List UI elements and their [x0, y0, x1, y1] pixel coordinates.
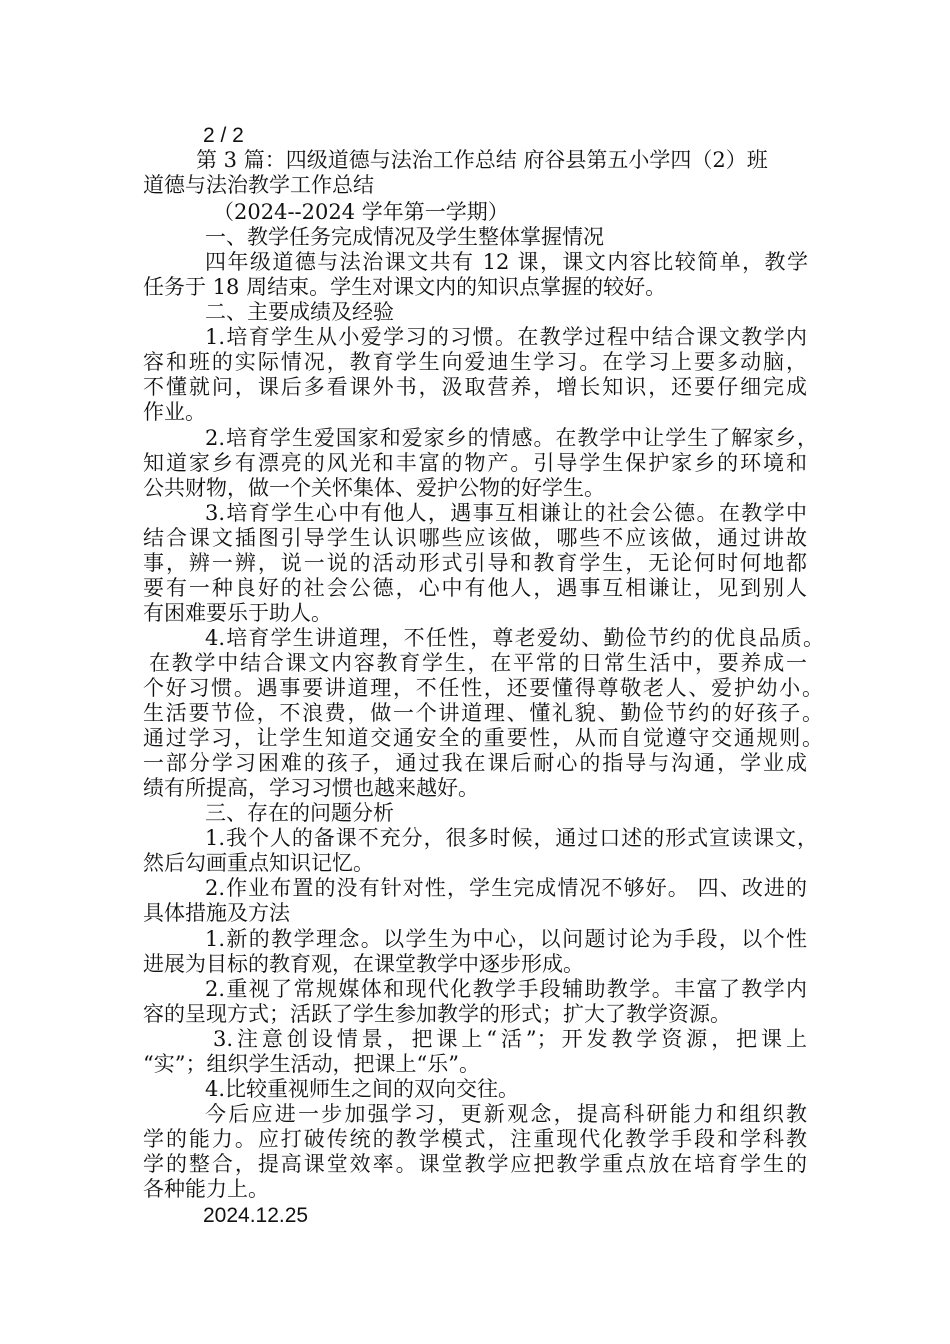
- paragraph-line: 各种能力上。: [143, 1177, 269, 1201]
- paragraph-line: 进展为目标的教育观，在课堂教学中逐步形成。: [143, 952, 584, 976]
- paragraph-line: 公共财物，做一个关怀集体、爱护公物的好学生。: [143, 476, 605, 500]
- paragraph-line: 3.培育学生心中有他人，遇事互相谦让的社会公德。在教学中: [205, 501, 807, 525]
- paragraph-line: 4.培育学生讲道理，不任性，尊老爱幼、勤俭节约的优良品质。: [205, 626, 824, 650]
- paragraph-line: 通过学习，让学生知道交通安全的重要性，从而自觉遵守交通规则。: [143, 726, 823, 750]
- paragraph-line: 今后应进一步加强学习，更新观念，提高科研能力和组织教: [205, 1102, 807, 1126]
- paragraph-line: 任务于 18 周结束。学生对课文内的知识点掌握的较好。: [143, 275, 667, 299]
- article-title-line-1: 第 3 篇：四级道德与法治工作总结 府谷县第五小学四（2）班: [196, 148, 768, 172]
- paragraph-line: 容的呈现方式；活跃了学生参加教学的形式；扩大了教学资源。: [143, 1002, 731, 1026]
- document-date: 2024.12.25: [203, 1204, 309, 1227]
- paragraph-line: 四年级道德与法治课文共有 12 课，课文内容比较简单，教学: [205, 250, 808, 274]
- page-number: 2 / 2: [203, 124, 244, 147]
- paragraph-line: 3.注意创设情景，把课上“活”；开发教学资源，把课上: [213, 1027, 807, 1051]
- paragraph-line: 学的整合，提高课堂效率。课堂教学应把教学重点放在培育学生的: [143, 1152, 807, 1176]
- section-heading-1: 一、教学任务完成情况及学生整体掌握情况: [205, 225, 604, 249]
- semester-line: （2024--2024 学年第一学期）: [213, 200, 509, 224]
- paragraph-line: 1.新的教学理念。以学生为中心，以问题讨论为手段，以个性: [205, 927, 807, 951]
- paragraph-line: 2.培育学生爱国家和爱家乡的情感。在教学中让学生了解家乡，: [205, 426, 818, 450]
- paragraph-line: 2.重视了常规媒体和现代化教学手段辅助教学。丰富了教学内: [205, 977, 807, 1001]
- paragraph-line: 1.我个人的备课不充分，很多时候，通过口述的形式宣读课文，: [205, 826, 818, 850]
- paragraph-line: 然后勾画重点知识记忆。: [143, 851, 374, 875]
- paragraph-line: 个好习惯。遇事要讲道理，不任性，还要懂得尊敬老人、爱护幼小。: [143, 676, 823, 700]
- paragraph-line: 学的能力。应打破传统的教学模式，注重现代化教学手段和学科教: [143, 1127, 807, 1151]
- paragraph-line: “实”；组织学生活动，把课上“乐”。: [143, 1052, 480, 1076]
- paragraph-line: 具体措施及方法: [143, 901, 290, 925]
- paragraph-line: 一部分学习困难的孩子，通过我在课后耐心的指导与沟通，学业成: [143, 751, 807, 775]
- section-heading-3: 三、存在的问题分析: [205, 801, 394, 825]
- paragraph-line: 1.培育学生从小爱学习的习惯。在教学过程中结合课文教学内: [205, 325, 807, 349]
- paragraph-line: 结合课文插图引导学生认识哪些应该做，哪些不应该做，通过讲故: [143, 526, 807, 550]
- paragraph-line: 要有一种良好的社会公德，心中有他人，遇事互相谦让，见到别人: [143, 576, 807, 600]
- section-heading-2: 二、主要成绩及经验: [205, 300, 394, 324]
- paragraph-line: 2.作业布置的没有针对性，学生完成情况不够好。 四、改进的: [205, 876, 807, 900]
- paragraph-line: 不懂就问，课后多看课外书，汲取营养，增长知识，还要仔细完成: [143, 375, 807, 399]
- paragraph-line: 事，辨一辨，说一说的活动形式引导和教育学生，无论何时何地都: [143, 551, 807, 575]
- paragraph-line: 容和班的实际情况，教育学生向爱迪生学习。在学习上要多动脑，: [143, 350, 807, 374]
- paragraph-line: 有困难要乐于助人。: [143, 601, 332, 625]
- paragraph-line: 4.比较重视师生之间的双向交往。: [205, 1077, 520, 1101]
- paragraph-line: 生活要节俭，不浪费，做一个讲道理、懂礼貌、勤俭节约的好孩子。: [143, 701, 823, 725]
- paragraph-line: 作业。: [143, 400, 206, 424]
- paragraph-line: 在教学中结合课文内容教育学生，在平常的日常生活中，要养成一: [149, 651, 807, 675]
- article-title-line-2: 道德与法治教学工作总结: [143, 173, 374, 197]
- paragraph-line: 绩有所提高，学习习惯也越来越好。: [143, 776, 479, 800]
- paragraph-line: 知道家乡有漂亮的风光和丰富的物产。引导学生保护家乡的环境和: [143, 451, 807, 475]
